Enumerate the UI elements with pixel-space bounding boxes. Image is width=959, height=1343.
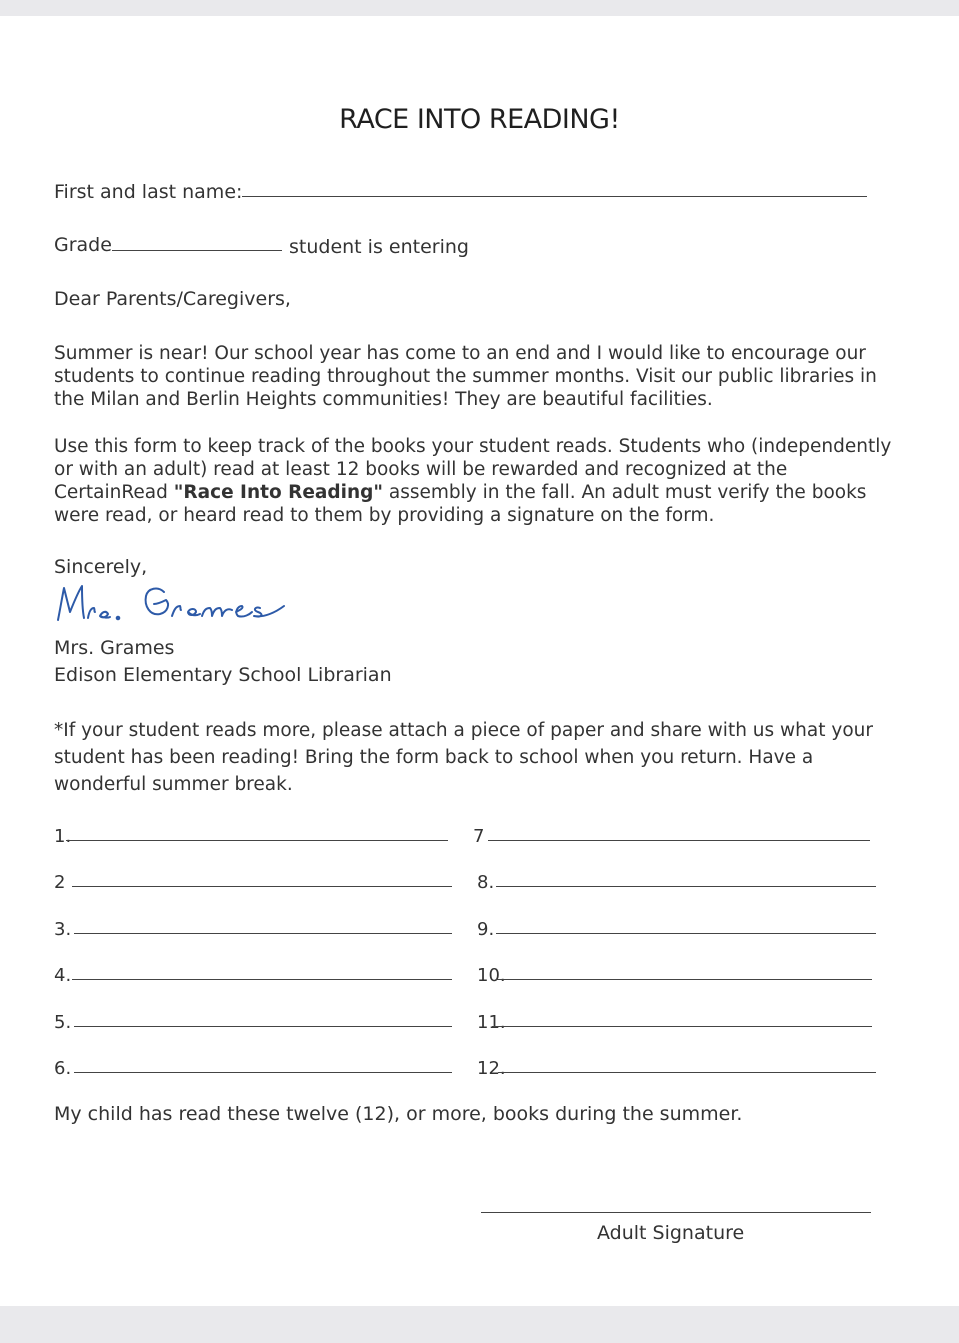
book-line-5[interactable]: [74, 1026, 452, 1027]
book-number-9: 9.: [477, 919, 495, 940]
grade-label: Grade: [54, 234, 112, 256]
book-line-10[interactable]: [496, 979, 872, 980]
paragraph-instructions: [54, 435, 904, 527]
paragraph-instructions-part1: Use this form to keep track of the books your student reads. Students who (independently or with an adult) read at least 12 books will be rewarded and recognized at the CertainRead: [54, 436, 892, 503]
grade-field[interactable]: [112, 250, 282, 251]
form-page: [0, 16, 959, 1306]
greeting: Dear Parents/Caregivers,: [54, 288, 291, 310]
book-line-1[interactable]: [66, 840, 448, 841]
assembly-name: "Race Into Reading": [173, 482, 384, 503]
paragraph-intro: Summer is near! Our school year has come to an end and I would like to encourage our students to continue reading throughout the summer months. Visit our public libraries in the Milan and Berlin Heights communities! They are beautiful facilities.: [54, 343, 877, 410]
book-line-8[interactable]: [496, 886, 876, 887]
adult-signature-field[interactable]: [481, 1212, 871, 1213]
book-number-10: 10.: [477, 965, 506, 986]
grade-suffix: student is entering: [289, 236, 469, 258]
book-number-4: 4.: [54, 965, 72, 986]
closing: Sincerely,: [54, 556, 148, 578]
book-number-7: 7: [473, 826, 485, 847]
book-line-9[interactable]: [496, 933, 876, 934]
completion-statement: My child has read these twelve (12), or more, books during the summer.: [54, 1103, 743, 1125]
book-number-5: 5.: [54, 1012, 72, 1033]
name-label: First and last name:: [54, 181, 243, 203]
page-title: RACE INTO READING!: [339, 104, 620, 135]
signer-name: Mrs. Grames: [54, 637, 175, 659]
book-line-6[interactable]: [74, 1072, 452, 1073]
paragraph-instructions-part2: assembly in the fall. An adult must verify the books were read, or heard read to them by providing a signature on the form.: [54, 482, 867, 526]
book-number-6: 6.: [54, 1058, 72, 1079]
book-line-11[interactable]: [492, 1026, 872, 1027]
book-line-3[interactable]: [74, 933, 452, 934]
adult-signature-label: Adult Signature: [597, 1222, 745, 1244]
book-number-8: 8.: [477, 872, 495, 893]
book-number-12: 12.: [477, 1058, 506, 1079]
book-line-7[interactable]: [488, 840, 870, 841]
signer-title: Edison Elementary School Librarian: [54, 664, 392, 686]
book-number-11: 11.: [477, 1012, 506, 1033]
book-number-2: 2: [54, 872, 66, 893]
book-line-12[interactable]: [498, 1072, 876, 1073]
name-field[interactable]: [242, 196, 867, 197]
book-line-4[interactable]: [72, 979, 452, 980]
book-line-2[interactable]: [72, 886, 452, 887]
book-number-3: 3.: [54, 919, 72, 940]
handwritten-signature: [54, 582, 324, 630]
note: *If your student reads more, please attach a piece of paper and share with us what your student has been reading! Bring the form back to school when you return. Have a wonderful summer break.: [54, 720, 873, 795]
book-number-1: 1.: [54, 826, 72, 847]
